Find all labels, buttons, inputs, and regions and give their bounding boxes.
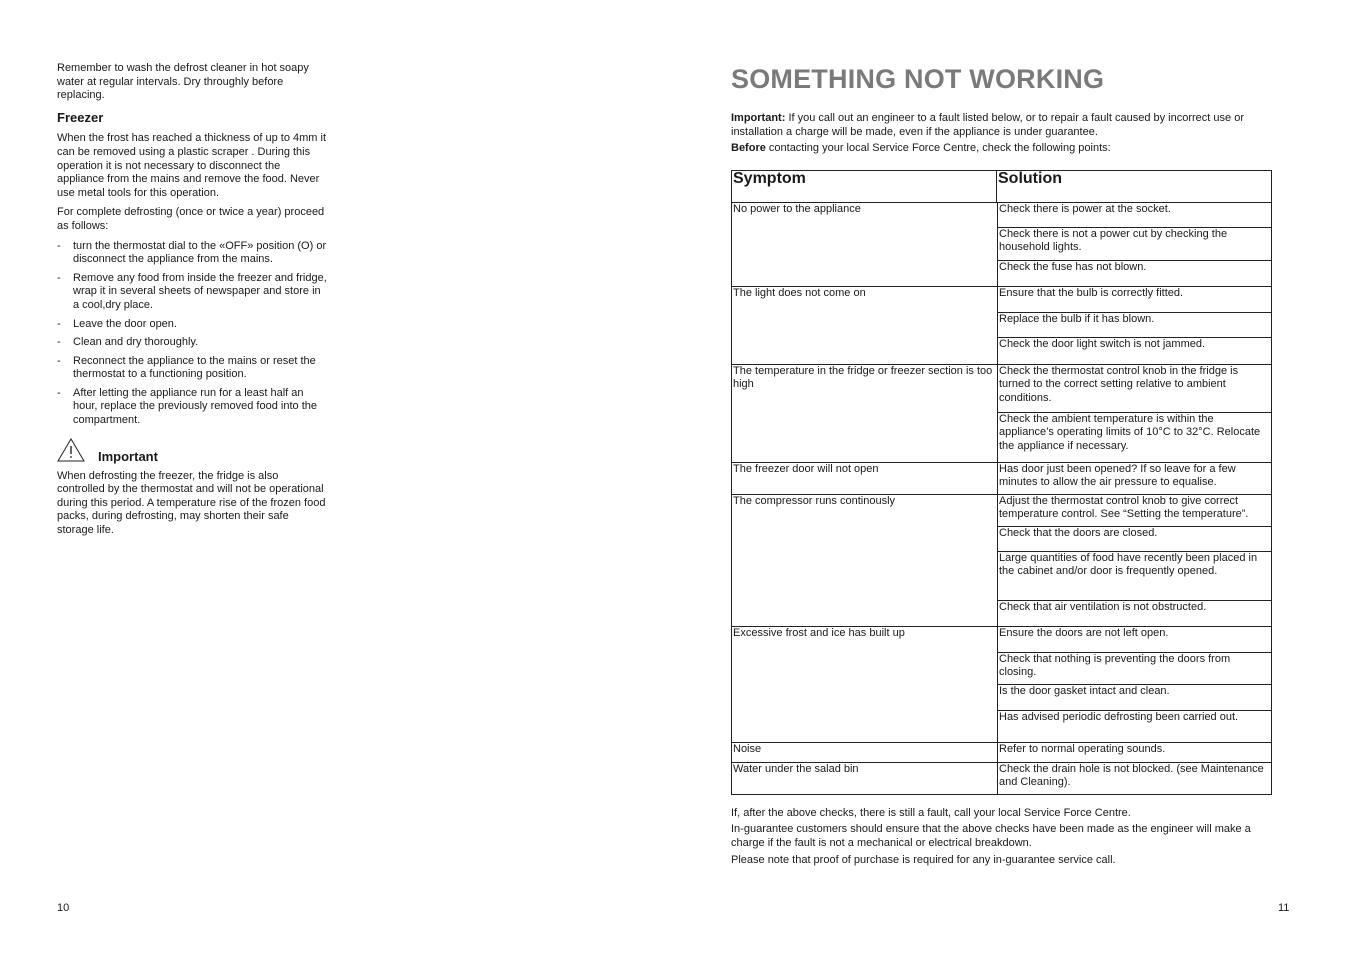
solution-cell: Check that the doors are closed. [998,527,1271,552]
symptom-header: Symptom [732,171,997,202]
solution-cell: Check that nothing is preventing the doors from closing. [998,653,1271,685]
table-row [732,763,1271,794]
symptom-cell: Excessive frost and ice has built up [732,627,998,742]
freezer-paragraph-2: For complete defrosting (once or twice a year) proceed as follows: [57,206,325,232]
table-row [732,495,1271,627]
solution-cell: Is the door gasket intact and clean. [998,685,1271,711]
closing-note: If, after the above checks, there is still a fault, call your local Service Force Centre. [731,806,1131,819]
right-page [731,60,1271,870]
table-row [732,743,1271,763]
symptom-cell: Noise [732,743,998,762]
page-title: SOMETHING NOT WORKING [731,64,1105,94]
before-notice: Before contacting your local Service Force Centre, check the following points: [731,142,1111,155]
solution-cell: Large quantities of food have recently been placed in the cabinet and/or door is frequently opened. [998,552,1271,601]
important-callout [57,438,327,466]
page-number-left: 10 [57,902,70,914]
solution-cell: Has advised periodic defrosting been carried out. [999,710,1239,723]
symptom-cell: The freezer door will not open [732,463,998,494]
table-header [732,171,1271,203]
solution-cell: Check the door light switch is not jammed. [999,337,1206,350]
symptom-cell: Water under the salad bin [732,763,998,794]
list-item: - turn the thermostat dial to the «OFF» position (O) or disconnect the appliance from the mains. [57,239,327,266]
symptom-cell: The compressor runs continously [732,495,998,626]
intro [731,112,1271,156]
closing-note: In-guarantee customers should ensure that the above checks have been made as the engineer will make a charge if the fault is not a mechanical or electrical breakdown. [731,823,1251,849]
closing-note: Please note that proof of purchase is required for any in-guarantee service call. [731,853,1116,866]
table-row [732,463,1271,495]
important-heading: Important [98,448,158,464]
defrost-cleaner-note: Remember to wash the defrost cleaner in hot soapy water at regular intervals. Dry throughly before replacing. [57,62,309,102]
solution-cell: Check there is power at the socket. [998,203,1271,228]
solution-cell: Ensure the doors are not left open. [998,627,1271,653]
troubleshooting-table [731,170,1272,795]
freezer-heading: Freezer [57,109,104,125]
table-row [732,203,1271,287]
solution-cell: Has door just been opened? If so leave for a few minutes to allow the air pressure to equalise. [999,462,1236,489]
symptom-cell: No power to the appliance [732,203,998,286]
defrost-steps [57,240,327,428]
symptom-cell: The light does not come on [732,287,998,364]
solution-cell: Check that air ventilation is not obstructed. [999,600,1207,613]
closing-notes [731,807,1271,867]
warning-triangle-icon [57,438,85,462]
solution-cell: Check the thermostat control knob in the fridge is turned to the correct setting relative to ambient conditions. [998,365,1271,413]
list-item: - Clean and dry thoroughly. [57,336,199,349]
symptom-cell: The temperature in the fridge or freezer section is too high [732,365,998,462]
solution-cell: Check there is not a power cut by checking the household lights. [998,228,1271,261]
solution-cell: Check the ambient temperature is within the appliance’s operating limits of 10°C to 32°C. Relocate the appliance if necessary. [999,412,1261,452]
solution-cell: Ensure that the bulb is correctly fitted. [998,287,1271,313]
table-row [732,627,1271,743]
table-row [732,287,1271,365]
list-item: - Reconnect the appliance to the mains or reset the thermostat to a functioning position. [57,354,316,381]
important-text: When defrosting the freezer, the fridge is also controlled by the thermostat and will not be operational during this period. A temperature rise of the frozen food packs, during defrosting, may shorten their safe storage life. [57,469,326,537]
solution-cell: Check the fuse has not blown. [999,260,1147,273]
left-page [57,62,327,544]
list-item: - Remove any food from inside the freezer and fridge, wrap it in several sheets of newspaper and store in a cool,dry place. [57,271,327,311]
list-item: - After letting the appliance run for a least half an hour, replace the previously removed food into the compartment. [57,386,317,427]
solution-cell: Check the drain hole is not blocked. (see Maintenance and Cleaning). [999,762,1264,789]
freezer-paragraph-1: When the frost has reached a thickness of up to 4mm it can be removed using a plastic scraper . During this operation it is not necessary to disconnect the appliance from the mains and remove the food. Never use metal tools for this operation. [57,132,327,199]
solution-header: Solution [998,169,1062,187]
important-notice: Important: If you call out an engineer to a fault listed below, or to repair a fault caused by incorrect use or installation a charge will be made, even if the appliance is under guarantee. [731,112,1244,138]
solution-cell: Refer to normal operating sounds. [999,742,1166,755]
solution-cell: Adjust the thermostat control knob to give correct temperature control. See “Setting the temperature”. [998,495,1271,527]
page-number-right: 11 [1278,902,1290,914]
table-row [732,365,1271,463]
solution-cell: Replace the bulb if it has blown. [998,313,1271,338]
list-item: - Leave the door open. [57,317,177,330]
